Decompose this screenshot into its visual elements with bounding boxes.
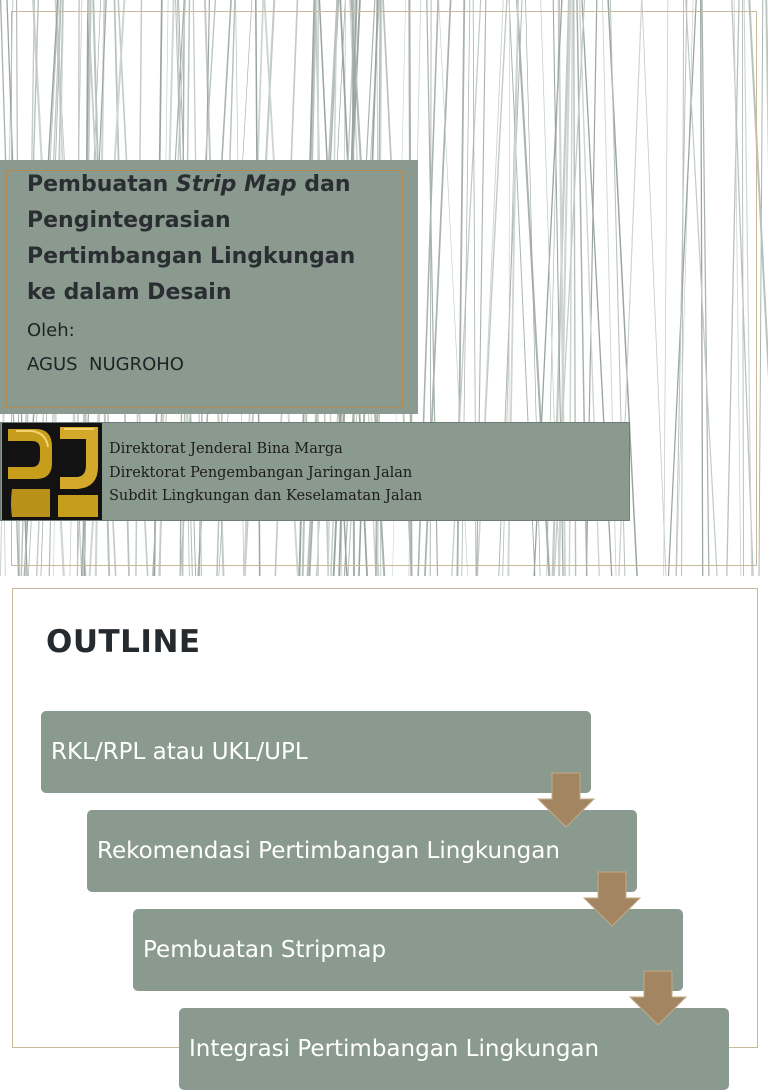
title-italic: Strip Map [176,172,297,197]
down-arrow-icon [538,773,594,829]
title-part-1: Pembuatan [27,172,176,197]
author-label: Oleh: [27,320,75,341]
background-line [759,0,763,576]
title-part-2: dan Pengintegrasian Pertimbangan Lingkungan ke dalam Desain [27,172,355,305]
outline-step-label: RKL/RPL atau UKL/UPL [51,737,308,767]
outline-step-1 [41,711,591,793]
down-arrow-icon [584,872,640,928]
outline-step-label: Rekomendasi Pertimbangan Lingkungan [97,836,560,866]
outline-step-label: Pembuatan Stripmap [143,935,386,965]
down-arrow-icon [630,971,686,1027]
org-line-1: Direktorat Jenderal Bina Marga [109,438,422,462]
org-line-2: Direktorat Pengembangan Jaringan Jalan [109,462,422,486]
outline-title: OUTLINE [46,624,201,660]
author-name: AGUS NUGROHO [27,354,184,375]
presentation-title [27,167,387,311]
pu-logo-icon [2,423,102,520]
organization-lines [109,438,422,509]
slide-outline [0,576,768,1024]
org-line-3: Subdit Lingkungan dan Keselamatan Jalan [109,485,422,509]
outline-step-label: Integrasi Pertimbangan Lingkungan [189,1034,599,1064]
